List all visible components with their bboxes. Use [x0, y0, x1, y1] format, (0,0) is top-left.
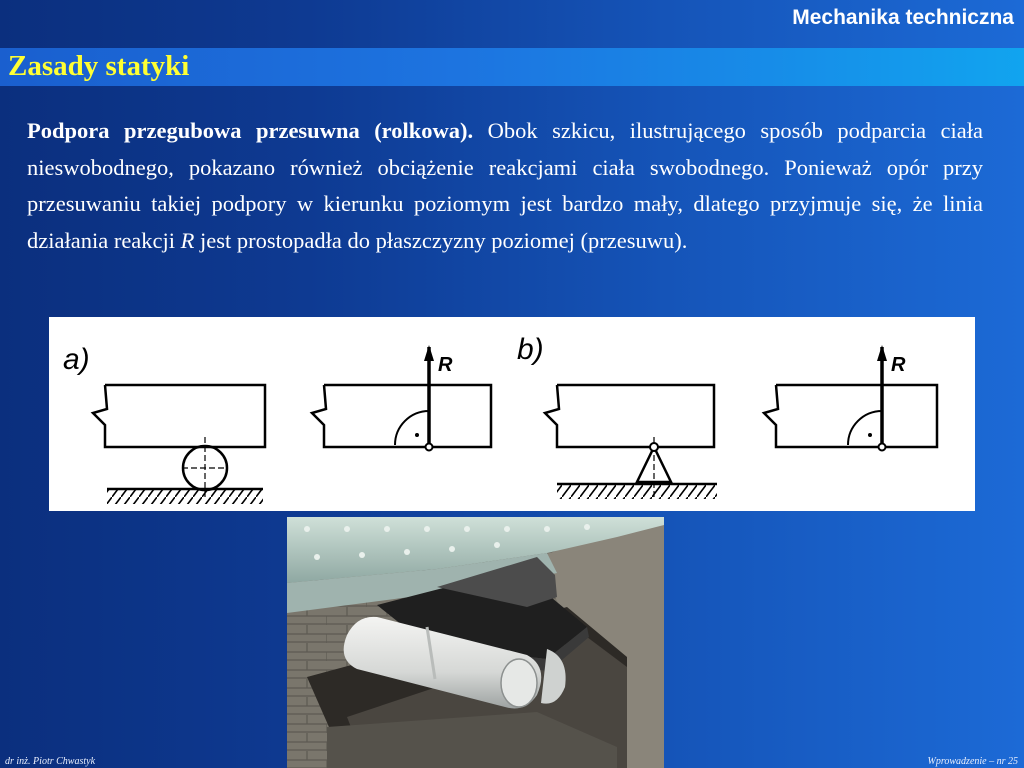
body-paragraph [27, 113, 983, 259]
reaction-symbol: R [180, 227, 195, 253]
paragraph-text-1: Obok szkicu, ilustrującego sposób podparcia ciała nieswobodnego, pokazano również obciążenie reakcjami ciała swobodnego. Ponieważ opór przy przesuwaniu takiej podpory w kierunku poziomym jest bardzo mały, dlatego przyjmuje się, że linia działania reakcji [27, 118, 984, 253]
right-angle-dot-a [415, 433, 419, 437]
support-diagram [49, 317, 975, 511]
reaction-arrow-head-b [877, 345, 887, 361]
reaction-arrow-head-a [424, 345, 434, 361]
course-title: Mechanika techniczna [792, 6, 1014, 29]
paragraph-heading: Podpora przegubowa przesuwna (rolkowa). [27, 118, 474, 143]
beam-pin-support [545, 385, 717, 497]
beam-roller-support [93, 385, 265, 497]
free-body-a [312, 347, 491, 451]
footer-author: dr inż. Piotr Chwastyk [5, 756, 96, 767]
right-angle-dot-b [868, 433, 872, 437]
reaction-label-a: R [438, 354, 453, 376]
paragraph-text-2: jest prostopadła do płaszczyzny poziomej (przesuwu). [194, 227, 688, 253]
ground-hatch-a [107, 489, 263, 504]
reaction-label-b: R [891, 354, 906, 376]
free-body-b [764, 347, 937, 451]
ground-hatch-b [557, 484, 717, 499]
roller-bearing-photo [287, 517, 664, 768]
label-a: a) [63, 343, 90, 376]
section-title: Zasady statyki [8, 50, 190, 82]
footer-page-number: Wprowadzenie – nr 25 [927, 756, 1018, 767]
label-b: b) [517, 333, 544, 366]
